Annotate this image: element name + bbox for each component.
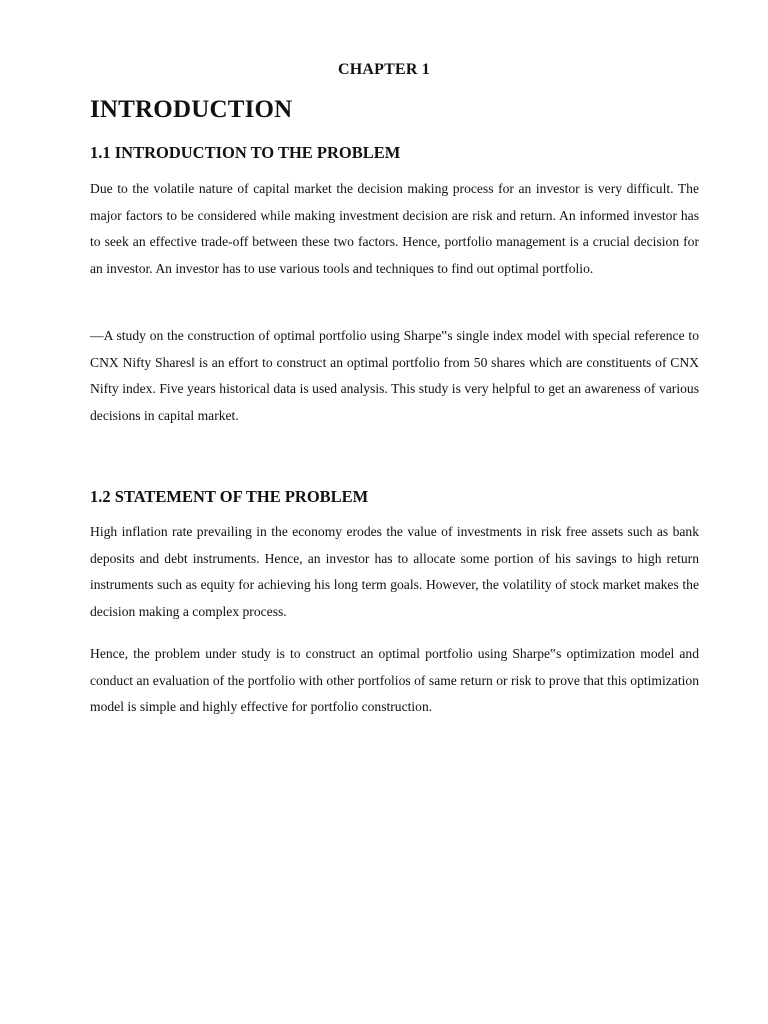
paragraph-1-1-a: Due to the volatile nature of capital market the decision making process for an investor is very difficult. The major factors to be considered while making investment decision are risk and return. An informed investor has to seek an effective trade-off between these two factors. Hence, portfolio management is a crucial decision for an investor. An investor has to use various tools and techniques to find out optimal portfolio. bbox=[90, 181, 699, 276]
chapter-label: CHAPTER 1 bbox=[337, 61, 431, 78]
section-heading-1-2: 1.2 STATEMENT OF THE PROBLEM bbox=[90, 487, 369, 506]
paragraph-1-2-a: High inflation rate prevailing in the economy erodes the value of investments in risk free assets such as bank deposits and debt instruments. Hence, an investor has to allocate some portion of his savings to high return instruments such as equity for achieving his long term goals. However, the volatility of stock market makes the decision making a complex process. bbox=[90, 524, 699, 619]
paragraph-1-2-b: Hence, the problem under study is to construct an optimal portfolio using Sharpe‟s optimization model and conduct an evaluation of the portfolio with other portfolios of same return or risk to prove that this optimization model is simple and highly effective for portfolio construction. bbox=[90, 646, 699, 714]
section-heading-1-1: 1.1 INTRODUCTION TO THE PROBLEM bbox=[90, 143, 401, 162]
page-title: INTRODUCTION bbox=[90, 96, 293, 123]
paragraph-1-1-b: ―A study on the construction of optimal portfolio using Sharpe‟s single index model with special reference to CNX Nifty Shares‖ is an effort to construct an optimal portfolio from 50 shares which are constituents of CNX Nifty index. Five years historical data is used analysis. This study is very helpful to get an awareness of various decisions in capital market. bbox=[90, 328, 699, 423]
